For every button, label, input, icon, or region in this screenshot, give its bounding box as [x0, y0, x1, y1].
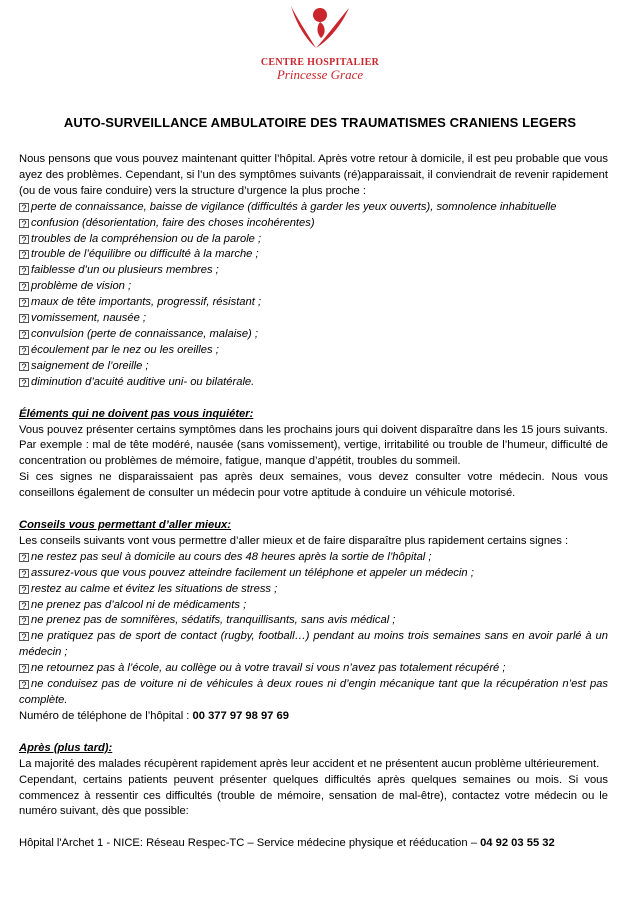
section-heading: Après (plus tard):: [19, 741, 113, 754]
list-item: ? faiblesse d’un ou plusieurs membres ;: [19, 263, 608, 279]
paragraph: Les conseils suivants vont vous permettre d’aller mieux et de faire disparaître plus rapidement certains signes :: [19, 534, 569, 547]
list-item: ? problème de vision ;: [19, 279, 608, 295]
checkbox-icon: ?: [19, 585, 29, 594]
checkbox-icon: ?: [19, 569, 29, 578]
list-item: ? ne prenez pas de somnifères, sédatifs, tranquillisants, sans avis médical ;: [19, 613, 608, 629]
paragraph: Si ces signes ne disparaissaient pas après deux semaines, vous devez consulter votre médecin. Nous vous conseillons également de consulter un médecin pour votre aptitude à conduire un véhicule motorisé.: [19, 471, 608, 500]
list-item: ? diminution d’acuité auditive uni- ou bilatérale.: [19, 375, 608, 391]
checkbox-icon: ?: [19, 266, 29, 275]
checkbox-icon: ?: [19, 330, 29, 339]
checkbox-icon: ?: [19, 219, 29, 228]
checkbox-icon: ?: [19, 601, 29, 610]
footer-label: Hôpital l'Archet 1 - NICE: Réseau Respec-TC – Service médecine physique et rééducation –: [19, 837, 481, 850]
checkbox-icon: ?: [19, 680, 29, 689]
page-title: AUTO-SURVEILLANCE AMBULATOIRE DES TRAUMATISMES CRANIENS LEGERS: [63, 115, 577, 130]
document-body: [19, 152, 608, 852]
checkbox-icon: ?: [19, 346, 29, 355]
checkbox-icon: ?: [19, 298, 29, 307]
list-item: ? vomissement, nausée ;: [19, 311, 608, 327]
list-item: ? restez au calme et évitez les situations de stress ;: [19, 582, 608, 598]
list-item: ? trouble de l’équilibre ou difficulté à la marche ;: [19, 247, 608, 263]
phone-label: Numéro de téléphone de l’hôpital :: [19, 709, 193, 722]
paragraph: Vous pouvez présenter certains symptômes dans les prochains jours qui doivent disparaître dans les 15 jours suivants.: [19, 423, 608, 436]
logo-line1: CENTRE HOSPITALIER: [260, 57, 380, 68]
list-item: ? perte de connaissance, baisse de vigilance (difficultés à garder les yeux ouverts), somnolence inhabituelle: [19, 200, 608, 216]
list-item: ? écoulement par le nez ou les oreilles ;: [19, 343, 608, 359]
paragraph: La majorité des malades récupèrent rapidement après leur accident et ne présentent aucun problème ultérieurement.: [19, 757, 600, 770]
paragraph: Par exemple : mal de tête modéré, nausée (sans vomissement), vertige, irritabilité ou trouble de l’humeur, difficulté de concentration ou problèmes de mémoire, fatigue, manque d’appétit, troubles du sommeil.: [19, 439, 608, 468]
symptom-list: [19, 200, 608, 391]
list-item: ? saignement de l’oreille ;: [19, 359, 608, 375]
advice-list: [19, 550, 608, 709]
logo-line2: Princesse Grace: [276, 67, 364, 82]
checkbox-icon: ?: [19, 378, 29, 387]
phone-number: 00 377 97 98 97 69: [192, 709, 289, 722]
list-item: ? maux de tête importants, progressif, résistant ;: [19, 295, 608, 311]
checkbox-icon: ?: [19, 250, 29, 259]
checkbox-icon: ?: [19, 282, 29, 291]
list-item: ? troubles de la compréhension ou de la parole ;: [19, 232, 608, 248]
list-item: ? ne retournez pas à l’école, au collège ou à votre travail si vous n’avez pas totalement récupéré ;: [19, 661, 608, 677]
intro-paragraph: Nous pensons que vous pouvez maintenant quitter l’hôpital. Après votre retour à domicile, il est peu probable que vous ayez des problèmes. Cependant, si l’un des symptômes suivants (ré)apparaissait, il conviendrait de revenir rapidement (ou de vous faire conduire) vers la structure d’urgence la plus proche :: [19, 153, 608, 197]
checkbox-icon: ?: [19, 235, 29, 244]
list-item: ? ne prenez pas d’alcool ni de médicaments ;: [19, 598, 608, 614]
checkbox-icon: ?: [19, 203, 29, 212]
list-item: ? ne conduisez pas de voiture ni de véhicules à deux roues ni d’engin mécanique tant que la récupération n’est pas complète.: [19, 678, 608, 706]
list-item: ? ne restez pas seul à domicile au cours des 48 heures après la sortie de l’hôpital ;: [19, 550, 608, 566]
checkbox-icon: ?: [19, 632, 29, 641]
hospital-phone-line: [19, 709, 608, 725]
logo-emblem-icon: [283, 0, 357, 56]
paragraph: Cependant, certains patients peuvent présenter quelques difficultés après quelques semaines ou mois. Si vous commencez à ressentir ces difficultés (trouble de mémoire, sensation de mal-être), contactez votre médecin ou le numéro suivant, dès que possible:: [19, 773, 608, 818]
list-item: ? ne pratiquez pas de sport de contact (rugby, football…) pendant au moins trois semaines sans en avoir parlé à un médecin ;: [19, 630, 608, 659]
checkbox-icon: ?: [19, 314, 29, 323]
checkbox-icon: ?: [19, 616, 29, 625]
checkbox-icon: ?: [19, 362, 29, 371]
list-item: ? confusion (désorientation, faire des choses incohérentes): [19, 216, 608, 232]
list-item: ? convulsion (perte de connaissance, malaise) ;: [19, 327, 608, 343]
section-heading: Conseils vous permettant d’aller mieux:: [19, 519, 231, 532]
section-heading: Éléments qui ne doivent pas vous inquiéter:: [19, 407, 254, 420]
checkbox-icon: ?: [19, 553, 29, 562]
checkbox-icon: ?: [19, 664, 29, 673]
footer-contact: [19, 836, 608, 852]
list-item: ? assurez-vous que vous pouvez atteindre facilement un téléphone et appeler un médecin ;: [19, 566, 608, 582]
footer-phone: 04 92 03 55 32: [480, 837, 555, 850]
hospital-logo: [0, 0, 640, 92]
